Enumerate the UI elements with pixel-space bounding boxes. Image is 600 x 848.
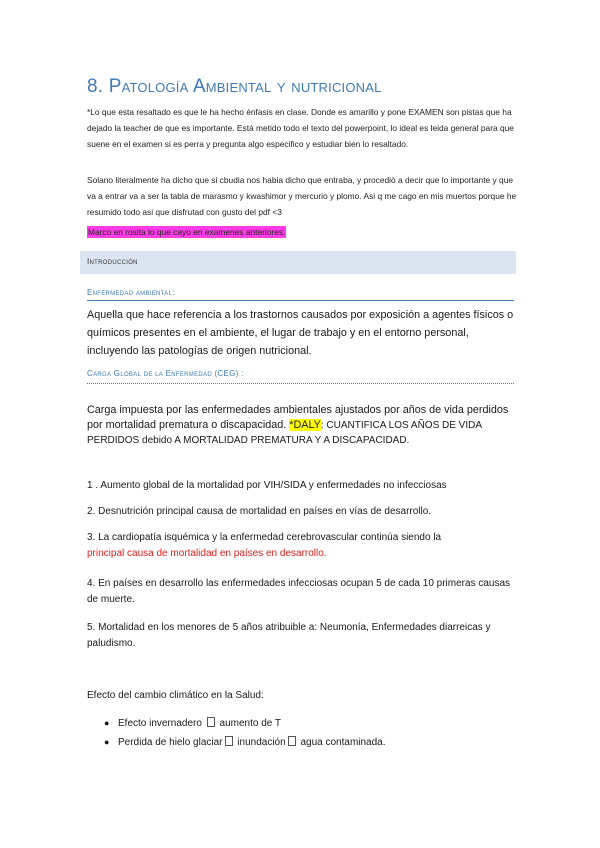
climate-heading: Efecto del cambio climático en la Salud:	[87, 690, 264, 701]
ceg-text: Carga impuesta por las enfermedades ambientales ajustados por años de vida perdidos por mortalidad prematura o discapacidad.	[87, 404, 509, 431]
bullet-text: agua contaminada.	[300, 737, 386, 748]
definition-paragraph: Aquella que hace referencia a los trastornos causados por exposición a agentes físicos o químicos presentes en el ambiente, el lugar de trabajo y en el entorno personal, incluyendo las patologías de origen nutricional.	[87, 309, 514, 357]
item3-red-text: principal causa de mortalidad en países en desarrollo.	[87, 548, 327, 559]
section-intro-heading: Introducción	[87, 257, 138, 266]
list-item: 4. En países en desarrollo las enfermedades infecciosas ocupan 5 de cada 10 primeras causas de muerte.	[87, 578, 511, 605]
teacher-note: Solano literalmente ha dicho que si cbudia nos habia dicho que entraba, y procediò a decir que lo importante y que va a entrar va a ser la tabla de marasmo y kwashimor y mercurio y plomo. Asi q me cago en mis muertos porque he resumido todo asi que disfrutad con gusto del pdf <3	[87, 175, 517, 217]
bullet-icon: ●	[104, 737, 110, 747]
daly-highlight: *DALY	[289, 419, 321, 431]
list-item: 5. Mortalidad en los menores de 5 años atribuible a: Neumonía, Enfermedades diarreicas y paludismo.	[87, 622, 491, 649]
bullet-text: Efecto invernadero	[118, 718, 202, 729]
list-item	[87, 530, 517, 562]
bullet-icon: ●	[104, 718, 110, 728]
bullet-text: inundación	[237, 737, 286, 748]
ceg-text-caps: : CUANTIFICA LOS AÑOS DE VIDA PERDIDOS debido A MORTALIDAD PREMATURA Y A DISCAPACIDAD.	[87, 420, 482, 446]
page-title: 8. Patología Ambiental y nutricional	[87, 76, 382, 97]
list-item: 1 . Aumento global de la mortalidad por VIH/SIDA y enfermedades no infecciosas	[87, 480, 447, 491]
list-item: 2. Desnutrición principal causa de mortalidad en países en vías de desarrollo.	[87, 506, 432, 517]
arrow-placeholder-icon	[207, 717, 215, 727]
bullet-item	[104, 717, 281, 729]
bullet-text: Perdida de hielo glaciar	[118, 737, 223, 748]
subheading-dotted-underline	[87, 383, 514, 384]
bullet-item	[104, 736, 386, 748]
item3-text: 3. La cardiopatía isquémica y la enfermedad cerebrovascular continúa siendo la	[87, 532, 442, 543]
subheading-enfermedad-ambiental: Enfermedad ambiental:	[87, 288, 175, 297]
ceg-paragraph	[87, 403, 517, 448]
subheading-underline	[87, 300, 514, 301]
subheading-ceg: Carga Global de la Enfermedad (CEG) :	[87, 369, 244, 378]
bullet-text: aumento de T	[219, 718, 282, 729]
intro-note: *Lo que esta resaltado es que le ha hecho énfasis en clase. Donde es amarillo y pone EXAMEN son pistas que ha dejado la teacher de que es importante. Está metido todo el texto del powerpoint, lo ideal es leida general para que suene en el examen si es perra y pregunta algo especifico y estudiar bien lo resaltado.	[87, 107, 514, 149]
arrow-placeholder-icon	[288, 736, 296, 746]
arrow-placeholder-icon	[225, 736, 233, 746]
section-header-bar	[80, 251, 516, 274]
pink-highlight-note: Marco en rosita lo que cayo en examenes anteriores.	[88, 227, 286, 237]
